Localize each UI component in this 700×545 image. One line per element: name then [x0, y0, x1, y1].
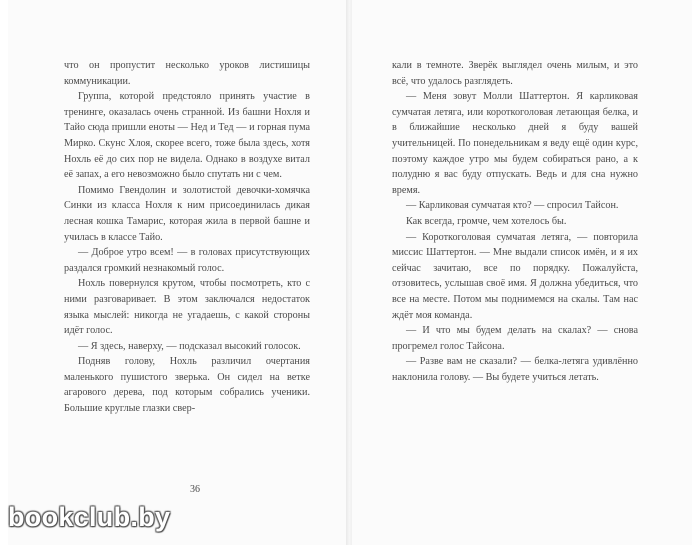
right-page	[352, 0, 692, 545]
paragraph: кали в темноте. Зверёк выглядел очень милым, и это всё, что удалось разглядеть.	[392, 60, 638, 87]
paragraph: — Короткоголовая сумчатая летяга, — повторила миссис Шаттертон. — Мне выдали список имён, и я их сейчас зачитаю, все по порядку. Пожалуйста, отзовитесь, услышав своё имя. Я должна убедиться, что все на месте. Потом мы поднимемся на скалы. Там нас ждёт моя команда.	[392, 231, 638, 321]
paragraph: Подняв голову, Нохль различил очертания маленького пушистого зверька. Он сидел на ветке агарового дерева, под которым собрались ученики. Большие круглые глазки свер-	[64, 356, 310, 415]
paragraph: что он пропустит несколько уроков листишицы коммуникации.	[64, 60, 310, 87]
left-page-text	[64, 58, 310, 417]
paragraph: Нохль повернулся крутом, чтобы посмотреть, кто с ними разговаривает. В этом заключался недостаток языка мыслей: никогда не угадаешь, с какой стороны идёт голос.	[64, 278, 310, 337]
paragraph: — Я здесь, наверху, — подсказал высокий голосок.	[78, 340, 301, 352]
paragraph: — Разве вам не сказали? — белка-летяга удивлённо наклонила голову. — Вы будете учиться летать.	[392, 356, 638, 383]
paragraph: Как всегда, громче, чем хотелось бы.	[406, 215, 567, 227]
paragraph: — Меня зовут Молли Шаттертон. Я карликовая сумчатая летяга, или короткоголовая летающая белка, и в ближайшие несколько дней я буду вашей учительницей. По понедельникам я веду ещё один курс, поэтому каждое утро мы будем собираться рано, а к полудню я вас буду отпускать. Ведь и для сна нужно время.	[392, 91, 638, 196]
right-page-text	[392, 58, 638, 385]
paragraph: — Карликовая сумчатая кто? — спросил Тайсон.	[406, 200, 619, 212]
page-number: 36	[190, 484, 200, 495]
paragraph: — И что мы будем делать на скалах? — снова прогремел голос Тайсона.	[392, 325, 638, 352]
paragraph: Группа, которой предстояло принять участие в тренинге, оказалась очень странной. Из башни Нохля и Тайо сюда пришли еноты — Нед и Тед — и горная пума Мирко. Скунс Хлоя, скорее всего, тоже была здесь, хотя Нохль её до сих пор не видела. Однако в воздухе витал её запах, а его невозможно было спутать ни с чем.	[64, 91, 310, 181]
paragraph: — Доброе утро всем! — в головах присутствующих раздался громкий незнакомый голос.	[64, 247, 310, 274]
paragraph: Помимо Гвендолин и золотистой девочки-хомячка Синки из класса Нохля к ним присоединилась дикая лесная кошка Тамарис, которая жила в первой башне и училась в классе Тайо.	[64, 184, 310, 243]
watermark: bookclub.by	[8, 502, 171, 532]
left-page	[8, 0, 348, 545]
